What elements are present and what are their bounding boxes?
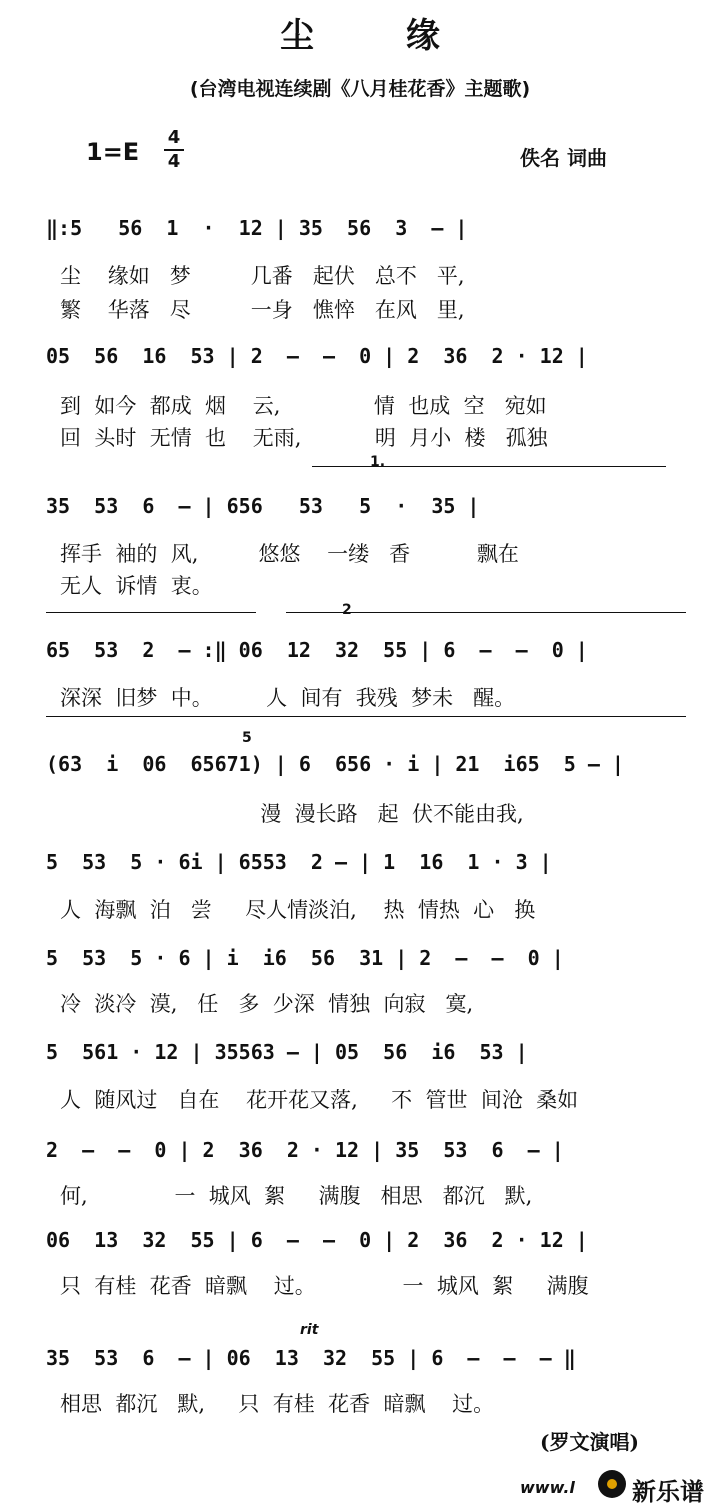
lyric-line: 人 海飘 泊 尝 尽人情淡泊, 热 情热 心 换 xyxy=(60,898,536,922)
lyric-line: 尘 缘如 梦 几番 起伏 总不 平, xyxy=(60,264,465,288)
lyric-line: 只 有桂 花香 暗飘 过。 一 城风 絮 满腹 xyxy=(60,1274,589,1298)
lyric-line: 何, 一 城风 絮 满腹 相思 都沉 默, xyxy=(60,1184,533,1208)
notation-line: 05 56 16 53 | 2 — — 0 | 2 36 2 · 12 | xyxy=(46,344,588,368)
lyric-line: 回 头时 无情 也 无雨, 明 月小 楼 孤独 xyxy=(60,426,548,450)
key-signature: 1=E xyxy=(86,138,140,166)
disc-icon xyxy=(598,1470,626,1498)
notation-line: 35 53 6 — | 656 53 5 · 35 | xyxy=(46,494,480,518)
notation-line: 5 561 · 12 | 35563 — | 05 56 i6 53 | xyxy=(46,1040,528,1064)
notation-line: 2 — — 0 | 2 36 2 · 12 | 35 53 6 — | xyxy=(46,1138,564,1162)
rit-marking: rit xyxy=(300,1322,319,1338)
notation-line: 5 53 5 · 6i | 6553 2 — | 1 16 1 · 3 | xyxy=(46,850,552,874)
lyric-line: 繁 华落 尽 一身 憔悴 在风 里, xyxy=(60,298,465,322)
logo-brand: 新乐谱 xyxy=(632,1478,704,1506)
lyric-line: 人 随风过 自在 花开花又落, 不 管世 间沧 桑如 xyxy=(60,1088,579,1112)
notation-line: 35 53 6 — | 06 13 32 55 | 6 — — — ‖ xyxy=(46,1346,576,1370)
triplet-mark: 5 xyxy=(242,730,252,746)
lyric-line: 漫 漫长路 起 伏不能由我, xyxy=(60,802,524,826)
volta-bracket xyxy=(312,466,666,467)
song-title: 尘 缘 xyxy=(280,16,480,56)
singer-credit: (罗文演唱) xyxy=(540,1430,639,1454)
logo-url: www.l xyxy=(520,1478,575,1497)
lyric-line: 冷 淡冷 漠, 任 多 少深 情独 向寂 寞, xyxy=(60,992,474,1016)
notation-line: 65 53 2 — :‖ 06 12 32 55 | 6 — — 0 | xyxy=(46,638,588,662)
notation-line: (63 i 06 65671) | 6 656 · i | 21 i65 5 — | xyxy=(46,752,624,776)
notation-line: ‖:5 56 1 · 12 | 35 56 3 — | xyxy=(46,216,468,240)
volta-2-label: 2 xyxy=(342,602,352,618)
notation-line: 5 53 5 · 6 | i i6 56 31 | 2 — — 0 | xyxy=(46,946,564,970)
time-top: 4 xyxy=(167,127,181,148)
section-divider xyxy=(46,716,686,717)
volta-bracket xyxy=(46,612,256,613)
site-logo[interactable] xyxy=(520,1468,720,1504)
lyric-line: 挥手 袖的 风, 悠悠 一缕 香 飘在 xyxy=(60,542,519,566)
song-subtitle: (台湾电视连续剧《八月桂花香》主题歌) xyxy=(189,78,531,100)
time-bottom: 4 xyxy=(167,151,181,172)
lyric-line: 到 如今 都成 烟 云, 情 也成 空 宛如 xyxy=(60,394,547,418)
credit: 佚名 词曲 xyxy=(520,146,607,170)
volta-1-label: 1. xyxy=(370,454,386,470)
lyric-line: 相思 都沉 默, 只 有桂 花香 暗飘 过。 xyxy=(60,1392,495,1416)
notation-line: 06 13 32 55 | 6 — — 0 | 2 36 2 · 12 | xyxy=(46,1228,588,1252)
lyric-line: 无人 诉情 衷。 xyxy=(60,574,213,598)
lyric-line: 深深 旧梦 中。 人 间有 我残 梦未 醒。 xyxy=(60,686,516,710)
time-signature xyxy=(164,128,184,172)
